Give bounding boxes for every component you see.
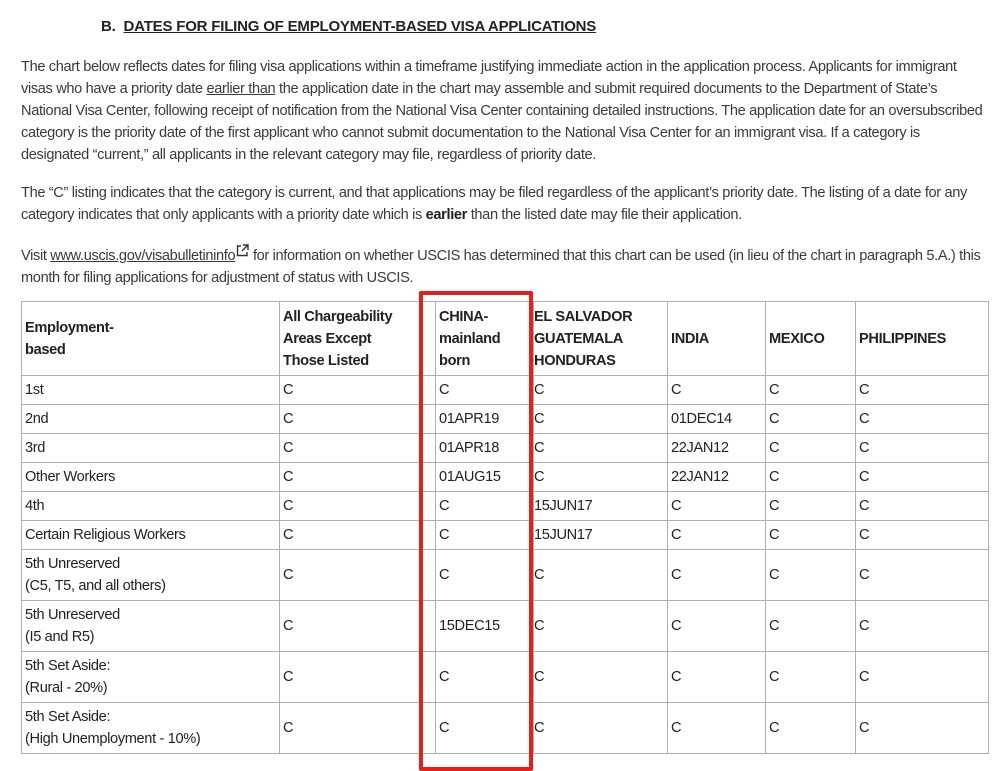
table-cell: 01APR19 — [436, 405, 534, 434]
table-row — [22, 550, 989, 601]
table-cell: C — [280, 405, 436, 434]
row-label: 1st — [22, 376, 280, 405]
table-cell: C — [534, 405, 668, 434]
table-cell: C — [766, 550, 856, 601]
table-cell: C — [856, 492, 989, 521]
table-cell: C — [534, 703, 668, 754]
table-row — [22, 703, 989, 754]
header-philippines: PHILIPPINES — [856, 302, 989, 376]
paragraph-intro-text-a: The chart below reflects dates for filing visa applications within a timeframe justifying immediate action in the application process. Applicants for immigrant visas who have a priority date — [21, 59, 957, 97]
table-cell: C — [436, 652, 534, 703]
table-cell: C — [856, 601, 989, 652]
table-cell: 22JAN12 — [668, 434, 766, 463]
table-cell: C — [280, 652, 436, 703]
table-row — [22, 434, 989, 463]
table-cell: C — [856, 405, 989, 434]
row-label: 2nd — [22, 405, 280, 434]
table-cell: C — [280, 434, 436, 463]
paragraph-uscis-text-a: Visit — [21, 248, 51, 264]
section-letter: B. — [101, 18, 116, 35]
table-cell: 15JUN17 — [534, 492, 668, 521]
table-cell: C — [668, 376, 766, 405]
row-label: Certain Religious Workers — [22, 521, 280, 550]
table-cell: C — [766, 463, 856, 492]
table-cell: C — [766, 492, 856, 521]
table-row — [22, 652, 989, 703]
external-link-icon[interactable] — [236, 242, 249, 255]
table-cell: C — [856, 376, 989, 405]
table-cell: C — [668, 703, 766, 754]
table-cell: C — [280, 521, 436, 550]
table-cell: C — [534, 652, 668, 703]
table-cell: C — [534, 550, 668, 601]
table-cell: C — [766, 601, 856, 652]
table-cell: C — [856, 703, 989, 754]
table-cell: C — [280, 492, 436, 521]
table-cell: C — [280, 601, 436, 652]
table-cell: C — [766, 521, 856, 550]
table-cell: C — [856, 521, 989, 550]
section-title: DATES FOR FILING OF EMPLOYMENT-BASED VISA APPLICATIONS — [123, 18, 597, 35]
table-cell: C — [856, 550, 989, 601]
table-cell: C — [668, 652, 766, 703]
table-cell: C — [766, 703, 856, 754]
row-label: 5th Set Aside: (Rural - 20%) — [22, 652, 280, 703]
paragraph-intro-text-b: the application date in the chart may assemble and submit required documents to the Department of State’s National Visa Center, following receipt of notification from the National Visa Center containing detailed instructions. The application date for an oversubscribed category is the priority date of the first applicant who cannot submit documentation to the National Visa Center for an immigrant visa. If a category is designated “current,” all applicants in the relevant category may file, regardless of priority date. — [21, 81, 983, 163]
table-cell: C — [534, 601, 668, 652]
table-cell: C — [856, 463, 989, 492]
table-cell: 01DEC14 — [668, 405, 766, 434]
table-row — [22, 521, 989, 550]
table-cell: 22JAN12 — [668, 463, 766, 492]
paragraph-current-listing — [21, 182, 989, 226]
table-header-row — [22, 302, 989, 376]
table-cell: C — [766, 434, 856, 463]
table-cell: 01APR18 — [436, 434, 534, 463]
table-cell: C — [766, 652, 856, 703]
paragraph-intro — [21, 56, 989, 166]
paragraph-uscis — [21, 242, 989, 289]
table-cell: C — [436, 492, 534, 521]
row-label: 4th — [22, 492, 280, 521]
table-cell: C — [534, 463, 668, 492]
table-row — [22, 492, 989, 521]
table-cell: C — [668, 521, 766, 550]
paragraph-current-text-a: The “C” listing indicates that the category is current, and that applications may be filed regardless of the applicant’s priority date. The listing of a date for any category indicates that only applicants with a priority date which is — [21, 185, 967, 223]
paragraph-intro-emphasis: earlier than — [206, 81, 276, 97]
paragraph-uscis-text-b: for information on whether USCIS has determined that this chart can be used (in lieu of the chart in paragraph 5.A.) this month for filing applications for adjustment of status with USCIS. — [21, 248, 981, 286]
section-heading — [101, 18, 596, 35]
table-cell: C — [856, 434, 989, 463]
row-label: 5th Unreserved (C5, T5, and all others) — [22, 550, 280, 601]
header-mexico: MEXICO — [766, 302, 856, 376]
table-cell: C — [436, 376, 534, 405]
table-cell: C — [280, 550, 436, 601]
table-row — [22, 405, 989, 434]
table-cell: C — [668, 601, 766, 652]
table-row — [22, 601, 989, 652]
paragraph-current-bold: earlier — [425, 207, 467, 223]
table-cell: C — [668, 550, 766, 601]
table-cell: C — [280, 703, 436, 754]
table-cell: 01AUG15 — [436, 463, 534, 492]
table-row — [22, 376, 989, 405]
table-cell: C — [436, 550, 534, 601]
table-cell: C — [436, 703, 534, 754]
uscis-link[interactable]: www.uscis.gov/visabulletininfo — [50, 248, 236, 264]
row-label: Other Workers — [22, 463, 280, 492]
table-cell: C — [668, 492, 766, 521]
row-label: 5th Unreserved (I5 and R5) — [22, 601, 280, 652]
table-cell: C — [534, 434, 668, 463]
table-cell: C — [766, 376, 856, 405]
table-cell: 15DEC15 — [436, 601, 534, 652]
visa-dates-table — [21, 301, 989, 754]
header-india: INDIA — [668, 302, 766, 376]
table-cell: C — [280, 376, 436, 405]
table-cell: C — [280, 463, 436, 492]
row-label: 5th Set Aside: (High Unemployment - 10%) — [22, 703, 280, 754]
table-cell: C — [766, 405, 856, 434]
table-cell: C — [436, 521, 534, 550]
paragraph-current-text-b: than the listed date may file their application. — [467, 207, 742, 223]
table-cell: C — [534, 376, 668, 405]
header-employment-based: Employment- based — [22, 302, 280, 376]
row-label: 3rd — [22, 434, 280, 463]
header-china: CHINA- mainland born — [436, 302, 534, 376]
table-cell: C — [856, 652, 989, 703]
header-el-salvador: EL SALVADOR GUATEMALA HONDURAS — [534, 302, 668, 376]
header-all-chargeability: All Chargeability Areas Except Those Listed — [280, 302, 436, 376]
table-row — [22, 463, 989, 492]
table-cell: 15JUN17 — [534, 521, 668, 550]
